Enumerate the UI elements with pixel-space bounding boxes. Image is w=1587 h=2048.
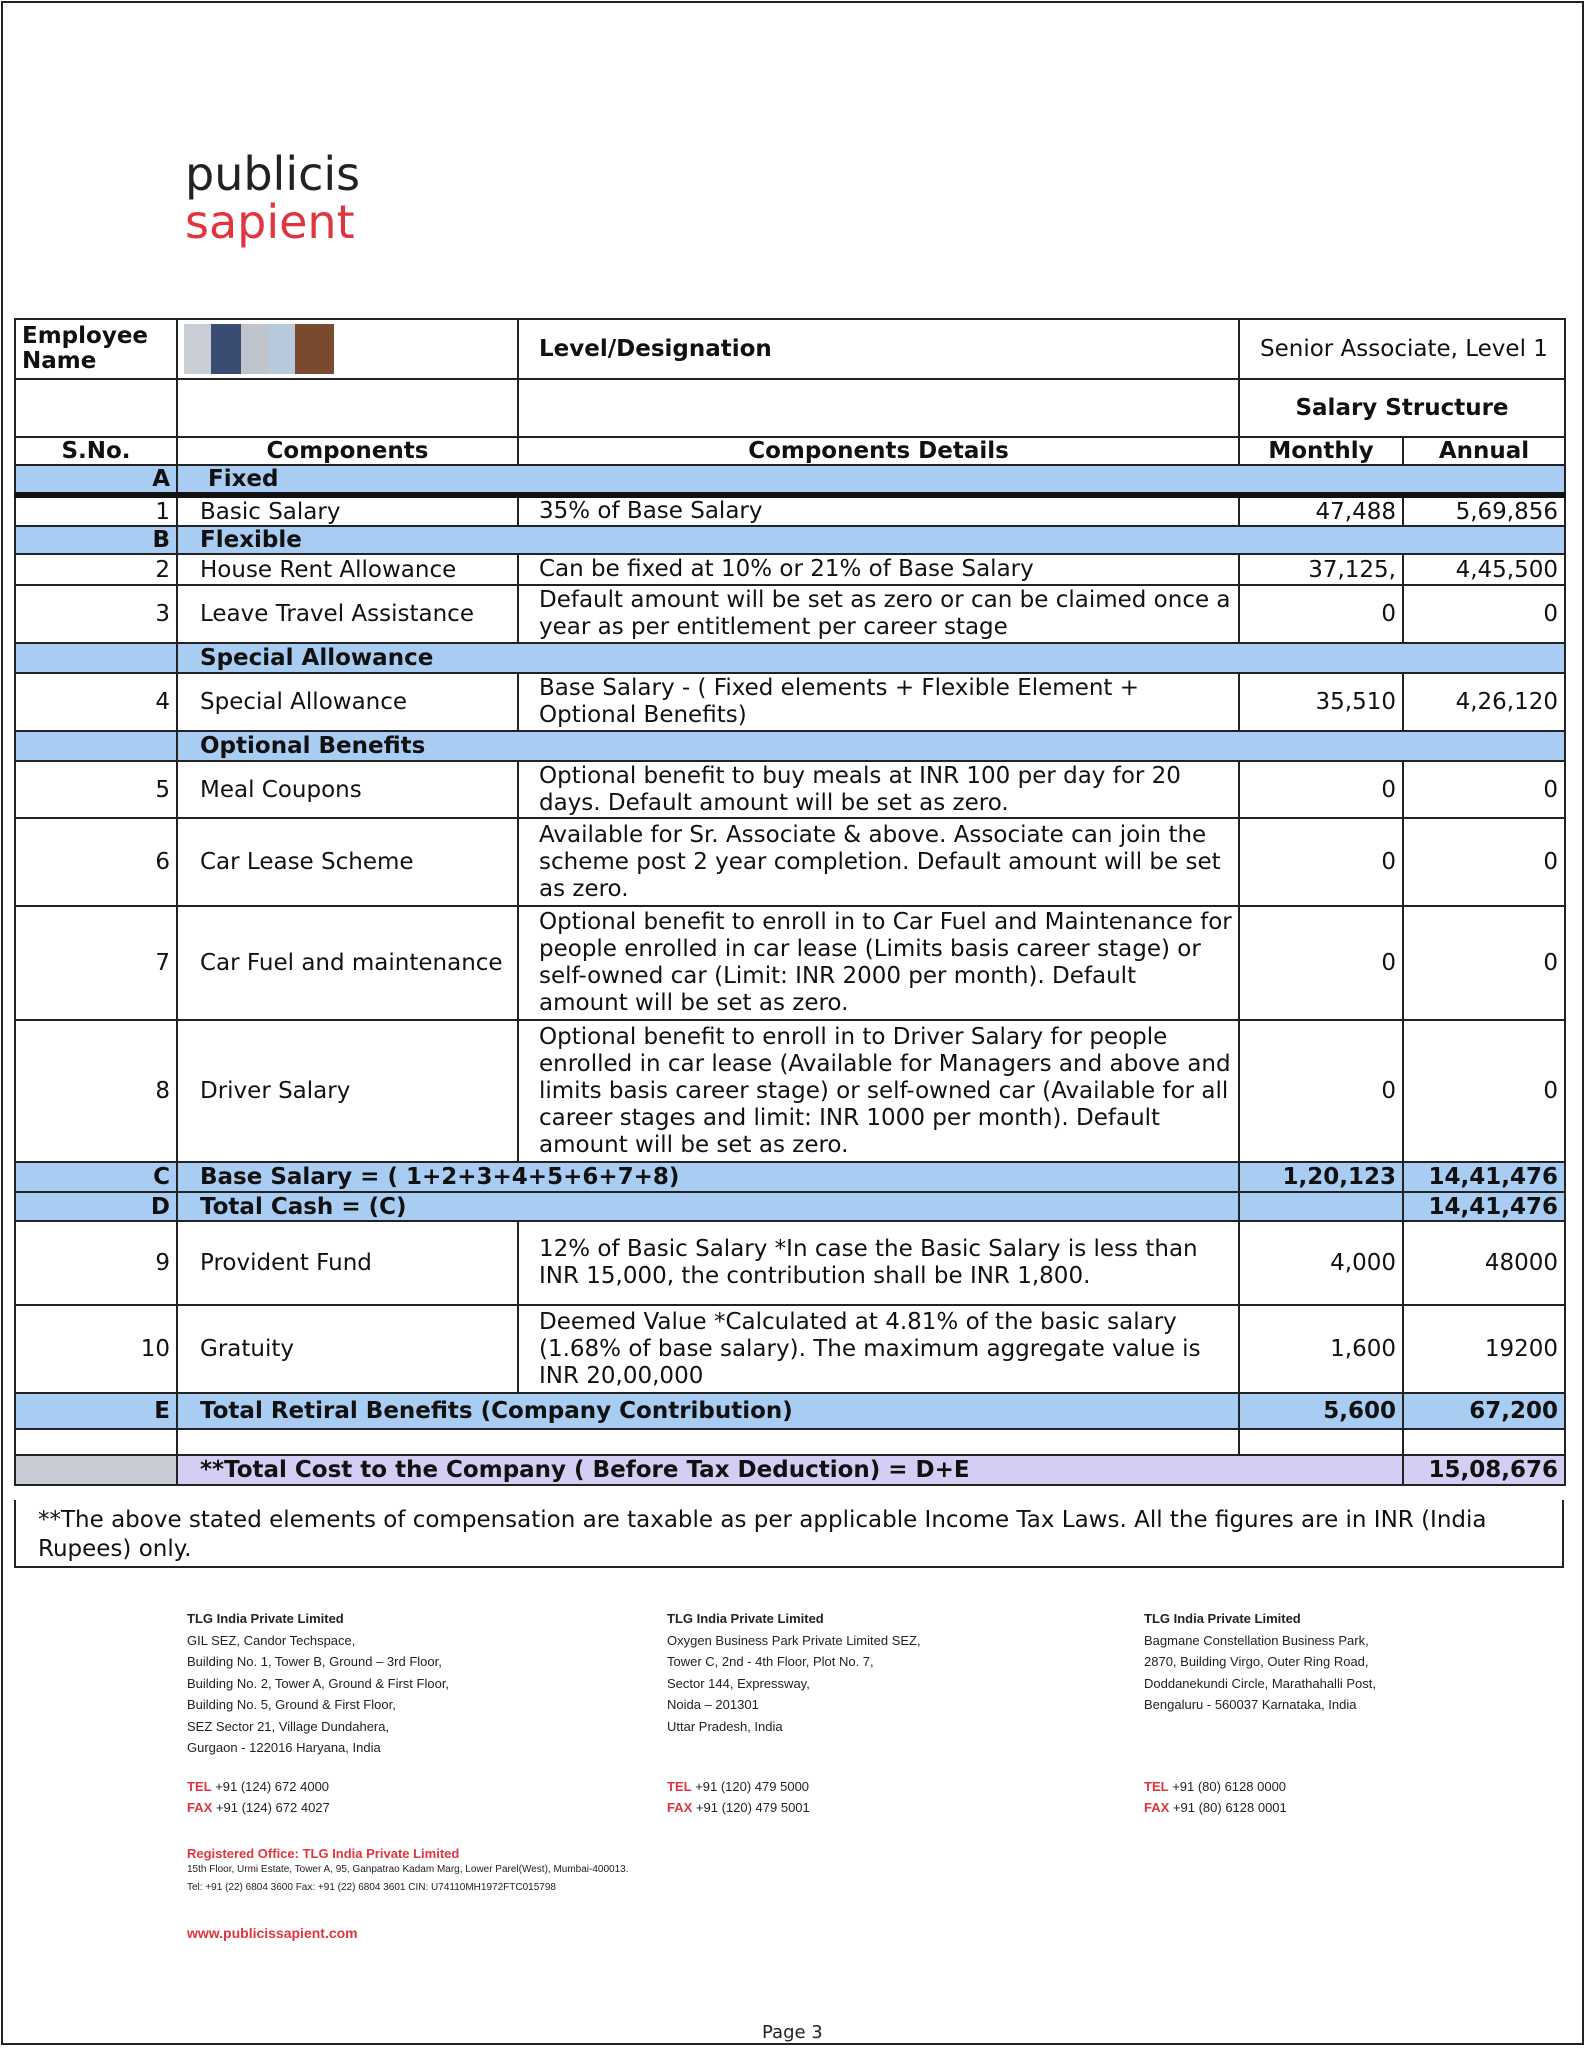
table-row: 4 Special Allowance Base Salary - ( Fixed elements + Flexible Element + Optional Benefits) 35,510 4,26,120: [15, 673, 1565, 731]
total-base-salary-row: C Base Salary = ( 1+2+3+4+5+6+7+8) 1,20,123 14,41,476: [15, 1162, 1565, 1192]
table-row: 9 Provident Fund 12% of Basic Salary *In case the Basic Salary is less than INR 15,000, the contribution shall be INR 1,800. 4,000 48000: [15, 1221, 1565, 1305]
column-header-row: [15, 437, 1565, 465]
section-flexible: B Flexible: [15, 526, 1565, 554]
table-row: 2 House Rent Allowance Can be fixed at 10% or 21% of Base Salary 37,125, 4,45,500: [15, 554, 1565, 585]
table-row: 7 Car Fuel and maintenance Optional benefit to enroll in to Car Fuel and Maintenance for people enrolled in car lease (Limits basis career stage) or self-owned car (Limit: INR 2000 per month). Default amount will be set as zero. 0 0: [15, 906, 1565, 1020]
col-sno: S.No.: [15, 437, 177, 465]
salary-structure-label: Salary Structure: [1239, 379, 1565, 437]
col-annual: Annual: [1403, 437, 1565, 465]
salary-table: [14, 318, 1566, 1486]
employee-name-label: Employee Name: [15, 319, 177, 379]
company-logo: publicis sapient: [185, 147, 361, 249]
section-optional-benefits: Optional Benefits: [15, 731, 1565, 761]
table-row: 1 Basic Salary 35% of Base Salary 47,488 5,69,856: [15, 495, 1565, 526]
office-address-gurgaon: TLG India Private Limited GIL SEZ, Candor Techspace, Building No. 1, Tower B, Ground – 3rd Floor, Building No. 2, Tower A, Ground & First Floor, Building No. 5, Ground & First Floor, SEZ Sector 21, Village Dundahera, Gurgaon - 122016 Haryana, India TEL +91 (124) 672 4000 FAX +91 (124) 672 4027: [187, 1611, 450, 1815]
level-label: Level/Designation: [518, 319, 1239, 379]
col-monthly: Monthly: [1239, 437, 1403, 465]
section-fixed: A Fixed: [15, 465, 1565, 495]
total-ctc-row: **Total Cost to the Company ( Before Tax Deduction) = D+E 15,08,676: [15, 1455, 1565, 1485]
table-row: 5 Meal Coupons Optional benefit to buy meals at INR 100 per day for 20 days. Default amount will be set as zero. 0 0: [15, 761, 1565, 818]
tax-note: **The above stated elements of compensation are taxable as per applicable Income Tax Laws. All the figures are in INR (India Rupees) only.: [14, 1500, 1564, 1568]
employee-row: [15, 319, 1565, 379]
table-row: 3 Leave Travel Assistance Default amount will be set as zero or can be claimed once a year as per entitlement per career stage 0 0: [15, 585, 1565, 643]
table-row: 10 Gratuity Deemed Value *Calculated at 4.81% of the basic salary (1.68% of base salary). The maximum aggregate value is INR 20,00,000 1,600 19200: [15, 1305, 1565, 1393]
table-row: 6 Car Lease Scheme Available for Sr. Associate & above. Associate can join the scheme post 2 year completion. Default amount will be set as zero. 0 0: [15, 818, 1565, 906]
employee-name-value: [177, 319, 518, 379]
page-number: Page 3: [762, 2022, 823, 2043]
registered-office: Registered Office: TLG India Private Limited 15th Floor, Urmi Estate, Tower A, 95, Ganpatrao Kadam Marg, Lower Parel(West), Mumbai-400013. Tel: +91 (22) 6804 3600 Fax: +91 (22) 6804 3601 CIN: U74110MH1972FTC015798: [187, 1846, 629, 1893]
col-components: Components: [177, 437, 518, 465]
office-address-noida: TLG India Private Limited Oxygen Business Park Private Limited SEZ, Tower C, 2nd - 4th Floor, Plot No. 7, Sector 144, Expressway, Noida – 201301 Uttar Pradesh, India TEL +91 (120) 479 5000 FAX +91 (120) 479 5001: [667, 1611, 921, 1815]
total-retiral-row: E Total Retiral Benefits (Company Contribution) 5,600 67,200: [15, 1393, 1565, 1429]
table-row: 8 Driver Salary Optional benefit to enroll in to Driver Salary for people enrolled in car lease (Available for Managers and above and limits basis career stage) or self-owned car (Available for all career stages and limit: INR 1000 per month). Default amount will be set as zero. 0 0: [15, 1020, 1565, 1162]
section-special-allowance: Special Allowance: [15, 643, 1565, 673]
total-cash-row: D Total Cash = (C) 14,41,476: [15, 1192, 1565, 1221]
level-value: Senior Associate, Level 1: [1239, 319, 1565, 379]
col-details: Components Details: [518, 437, 1239, 465]
office-address-bengaluru: TLG India Private Limited Bagmane Constellation Business Park, 2870, Building Virgo, Outer Ring Road, Doddanekundi Circle, Marathahalli Post, Bengaluru - 560037 Karnataka, India TEL +91 (80) 6128 0000 FAX +91 (80) 6128 0001: [1144, 1611, 1376, 1815]
redacted-name: [184, 324, 334, 374]
website-link[interactable]: www.publicissapient.com: [187, 1925, 358, 1941]
